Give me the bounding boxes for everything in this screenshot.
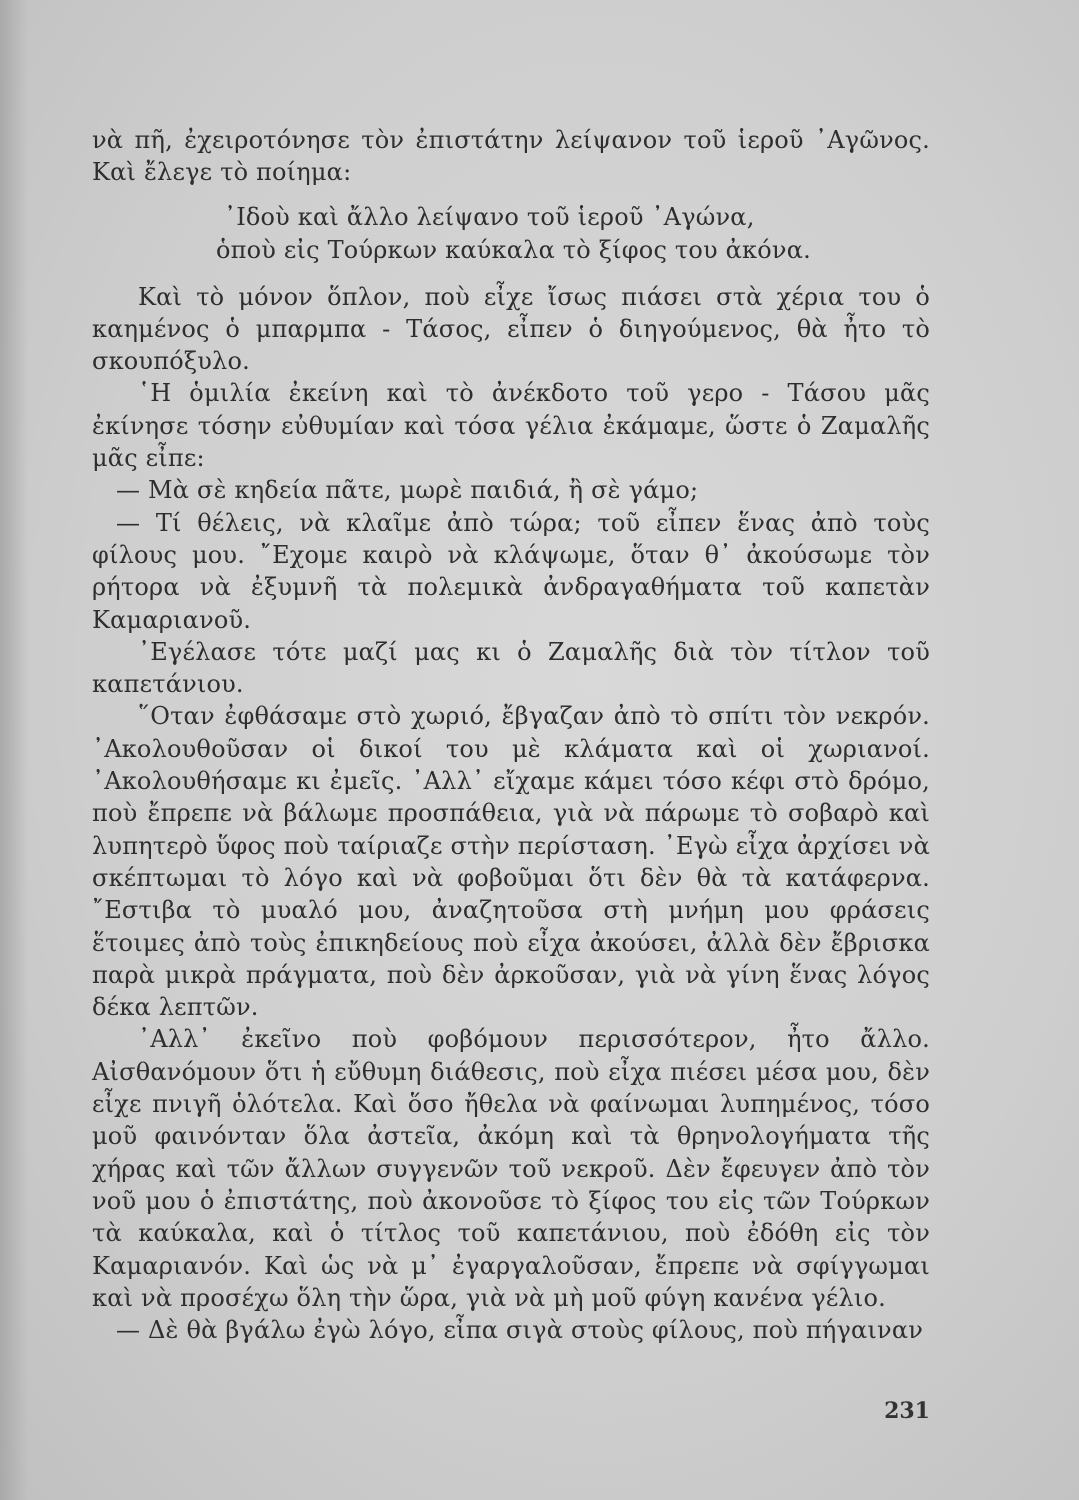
paragraph-speech: ῾Η ὁμιλία ἐκείνη καὶ τὸ ἀνέκδοτο τοῦ γερο - Τάσου μᾶς ἐκίνησε τόσην εὐθυμίαν καὶ τόσα γέλια ἐκάμαμε, ὥστε ὁ Ζαμαλῆς μᾶς εἶπε:	[92, 379, 930, 473]
dialogue-funeral: — Μὰ σὲ κηδεία πᾶτε, μωρὲ παιδιά, ἢ σὲ γάμο;	[116, 476, 699, 505]
paragraph-laughed: ᾽Εγέλασε τότε μαζί μας κι ὁ Ζαμαλῆς διὰ τὸν τίτλον τοῦ καπετάνιου.	[92, 637, 930, 699]
paragraph-weapon: Καὶ τὸ μόνον ὅπλον, ποὺ εἶχε ἴσως πιάσει στὰ χέρια του ὁ καημένος ὁ μπαρμπα - Τάσος, εἶπεν ὁ διηγούμενος, θὰ ἦτο τὸ σκουπόξυλο.	[92, 282, 930, 376]
verse-line-2: ὁποὺ εἰς Τούρκων καύκαλα τὸ ξίφος του ἀκόνα.	[216, 235, 811, 264]
paragraph-fear: ᾽Αλλ᾽ ἐκεῖνο ποὺ φοβόμουν περισσότερον, ἦτο ἄλλο. Αἰσθανόμουν ὅτι ἡ εὔθυμη διάθεσις, ποὺ εἶχα πιέσει μέσα μου, δὲν εἶχε πνιγῆ ὁλότελα. Καὶ ὅσο ἤθελα νὰ φαίνωμαι λυπημένος, τόσο μοῦ φαινόνταν ὅλα ἀστεῖα, ἀκόμη καὶ τὰ θρηνολογήματα τῆς χήρας καὶ τῶν ἄλλων συγγενῶν τοῦ νεκροῦ. Δὲν ἔφευγεν ἀπὸ τὸν νοῦ μου ὁ ἐπιστάτης, ποὺ ἀκονοῦσε τὸ ξίφος του εἰς τῶν Τούρκων τὰ καύκαλα, καὶ ὁ τίτλος τοῦ καπετάνιου, ποὺ ἐδόθη εἰς τὸν Καμαριανόν. Καὶ ὡς νὰ μ᾽ ἐγαργαλοῦσαν, ἔπρεπε νὰ σφίγγωμαι καὶ νὰ προσέχω ὅλη τὴν ὥρα, γιὰ νὰ μὴ μοῦ φύγη κανένα γέλιο.	[92, 1025, 930, 1312]
verse-block	[92, 201, 930, 267]
paragraph-intro: νὰ πῆ, ἐχειροτόνησε τὸν ἐπιστάτην λείψανον τοῦ ἱεροῦ ᾽Αγῶνος. Καὶ ἔλεγε τὸ ποίημα:	[92, 126, 930, 187]
dialogue-crying: — Τί θέλεις, νὰ κλαῖμε ἀπὸ τώρα; τοῦ εἶπεν ἕνας ἀπὸ τοὺς φίλους μου. ῎Εχομε καιρὸ νὰ κλάψωμε, ὅταν θ᾽ ἀκούσωμε τὸν ρήτορα νὰ ἐξυμνῆ τὰ πολεμικὰ ἀνδραγαθήματα τοῦ καπετὰν Καμαριανοῦ.	[92, 508, 930, 634]
page-number: 231	[884, 1398, 930, 1424]
page-text	[92, 124, 930, 1346]
paragraph-village: ῞Οταν ἐφθάσαμε στὸ χωριό, ἔβγαζαν ἀπὸ τὸ σπίτι τὸν νεκρόν. ᾽Ακολουθοῦσαν οἱ δικοί του μὲ κλάματα καὶ οἱ χωριανοί. ᾽Ακολουθήσαμε κι ἐμεῖς. ᾽Αλλ᾽ εἴχαμε κάμει τόσο κέφι στὸ δρόμο, ποὺ ἔπρεπε νὰ βάλωμε προσπάθεια, γιὰ νὰ πάρωμε τὸ σοβαρὸ καὶ λυπητερὸ ὕφος ποὺ ταίριαζε στὴν περίσταση. ᾽Εγὼ εἶχα ἀρχίσει νὰ σκέπτωμαι τὸ λόγο καὶ νὰ φοβοῦμαι ὅτι δὲν θὰ τὰ κατάφερνα. ῎Εστιβα τὸ μυαλό μου, ἀναζητοῦσα στὴ μνήμη μου φράσεις ἕτοιμες ἀπὸ τοὺς ἐπικηδείους ποὺ εἶχα ἀκούσει, ἀλλὰ δὲν ἔβρισκα παρὰ μικρὰ πράγματα, ποὺ δὲν ἀρκοῦσαν, γιὰ νὰ γίνη ἕνας λόγος δέκα λεπτῶν.	[92, 702, 930, 1022]
verse-line-1: ᾽Ιδοὺ καὶ ἄλλο λείψανο τοῦ ἱεροῦ ᾽Αγώνα,	[224, 202, 755, 231]
dialogue-no-speech: — Δὲ θὰ βγάλω ἐγὼ λόγο, εἶπα σιγὰ στοὺς φίλους, ποὺ πήγαιναν	[116, 1316, 924, 1345]
spine-shadow	[0, 0, 28, 1500]
